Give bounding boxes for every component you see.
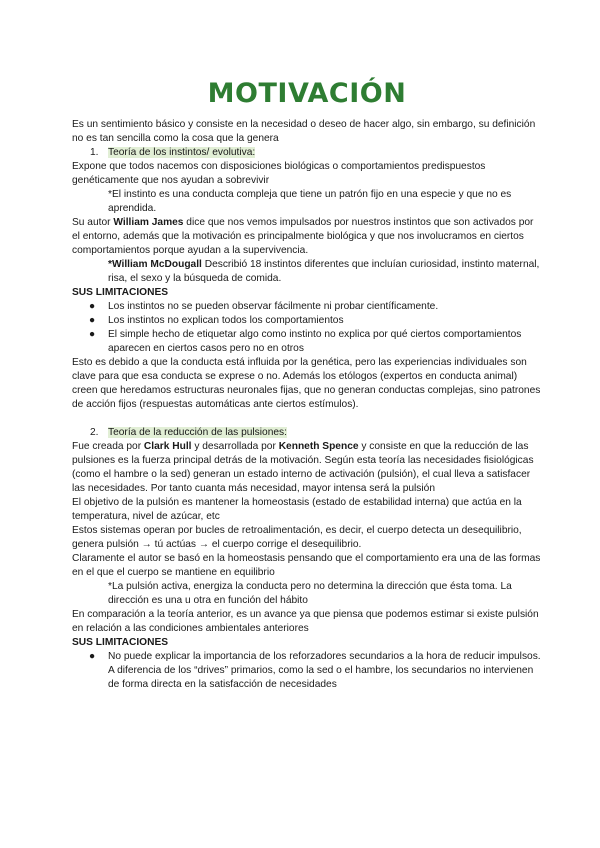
section2-limits-heading: SUS LIMITACIONES (72, 637, 169, 648)
section1-paragraph-1: Expone que todos nacemos con disposiciones biológicas o comportamientos predispuestos genéticamente que nos ayudan a sobrevivir (72, 161, 486, 186)
list-item (72, 328, 542, 356)
author-name: William James (113, 217, 184, 228)
section2-heading-text: Teoría de la reducción de las pulsiones: (108, 427, 287, 438)
section1-note-2 (72, 258, 542, 286)
author-name: Kenneth Spence (278, 441, 359, 452)
section2-paragraph-4: Claramente el autor se basó en la homeostasis pensando que el comportamiento era una de las formas en el que el cuerpo se mantiene en equilibrio (72, 553, 541, 578)
page-title: MOTIVACIÓN (207, 78, 407, 109)
list-item (72, 650, 542, 692)
section1-paragraph-3: Esto es debido a que la conducta está influida por la genética, pero las experiencias individuales son clave para que esa conducta se exprese o no. Además los etólogos (expertos en conducta animal) creen que heredamos estructuras neuronales fijas, que no generan conductas complejas, sino patrones de acción fijos (respuestas automáticas ante ciertos estímulos). (72, 357, 541, 410)
author-name: *William McDougall (108, 259, 202, 270)
section2-heading (72, 426, 542, 440)
bullet-icon: ● (89, 301, 96, 312)
section1-number: 1. (90, 147, 99, 158)
section1-note-1: *El instinto es una conducta compleja que tiene un patrón fijo en una especie y que no es aprendida. (108, 189, 512, 214)
author-name: Clark Hull (143, 441, 192, 452)
list-item-text: No puede explicar la importancia de los reforzadores secundarios a la hora de reducir impulsos. A diferencia de los “drives” primarios, como la sed o el hambre, los secundarios no intervienen de forma directa en la satisfacción de necesidades (108, 651, 541, 690)
text-run: Describió 18 instintos diferentes que incluían curiosidad, instinto maternal, risa, el sexo y la búsqueda de comida. (108, 259, 540, 284)
section2-limits-list (72, 650, 542, 692)
section2-paragraph-1 (72, 440, 542, 496)
section1-limits-heading: SUS LIMITACIONES (72, 287, 169, 298)
section2-number: 2. (90, 427, 99, 438)
text-run: Su autor (72, 217, 114, 228)
bullet-icon: ● (89, 329, 96, 340)
section2-note: *La pulsión activa, energiza la conducta pero no determina la dirección que ésta toma. La dirección es una u otra en función del hábito (108, 581, 512, 606)
section1-heading-text: Teoría de los instintos/ evolutiva: (108, 147, 256, 158)
document-page (72, 78, 542, 692)
text-run: y desarrollada por (191, 441, 279, 452)
section2-paragraph-5: En comparación a la teoría anterior, es un avance ya que piensa que podemos estimar si existe pulsión en relación a las condiciones ambientales anteriores (72, 609, 539, 634)
section1-limits-list (72, 300, 542, 356)
section1-heading (72, 146, 542, 160)
list-item (72, 314, 542, 328)
list-item-text: Los instintos no se pueden observar fácilmente ni probar científicamente. (108, 301, 439, 312)
list-item-text: El simple hecho de etiquetar algo como instinto no explica por qué ciertos comportamientos aparecen en ciertos casos pero no en otros (108, 329, 522, 354)
list-item-text: Los instintos no explican todos los comportamientos (108, 315, 344, 326)
bullet-icon: ● (89, 651, 96, 662)
section2-paragraph-2: El objetivo de la pulsión es mantener la homeostasis (estado de estabilidad interna) que actúa en la temperatura, nivel de azúcar, etc (72, 497, 522, 522)
spacer (72, 412, 542, 426)
list-item (72, 300, 542, 314)
text-run: dice que nos vemos impulsados por nuestros instintos que son activados por el entorno, además que la motivación es principalmente biológica y que nos involucramos en ciertos comportamientos porque ayudan a la supervivencia. (72, 217, 534, 256)
text-run: Fue creada por (72, 441, 144, 452)
text-run: y consiste en que la reducción de las pulsiones es la fuerza principal detrás de la motivación. Según esta teoría las necesidades fisiológicas (como el hambre o la sed) generan un estado interno de activación (pulsión), el cual lleva a satisfacer las necesidades. Por tanto cuanta más necesidad, mayor intensa será la pulsión (72, 441, 534, 494)
section1-paragraph-2 (72, 216, 542, 258)
bullet-icon: ● (89, 315, 96, 326)
section2-paragraph-3: Estos sistemas operan por bucles de retroalimentación, es decir, el cuerpo detecta un desequilibrio, genera pulsión → tú actúas → el cuerpo corrige el desequilibrio. (72, 525, 522, 550)
intro-paragraph: Es un sentimiento básico y consiste en la necesidad o deseo de hacer algo, sin embargo, su definición no es tan sencilla como la cosa que la genera (72, 119, 536, 144)
